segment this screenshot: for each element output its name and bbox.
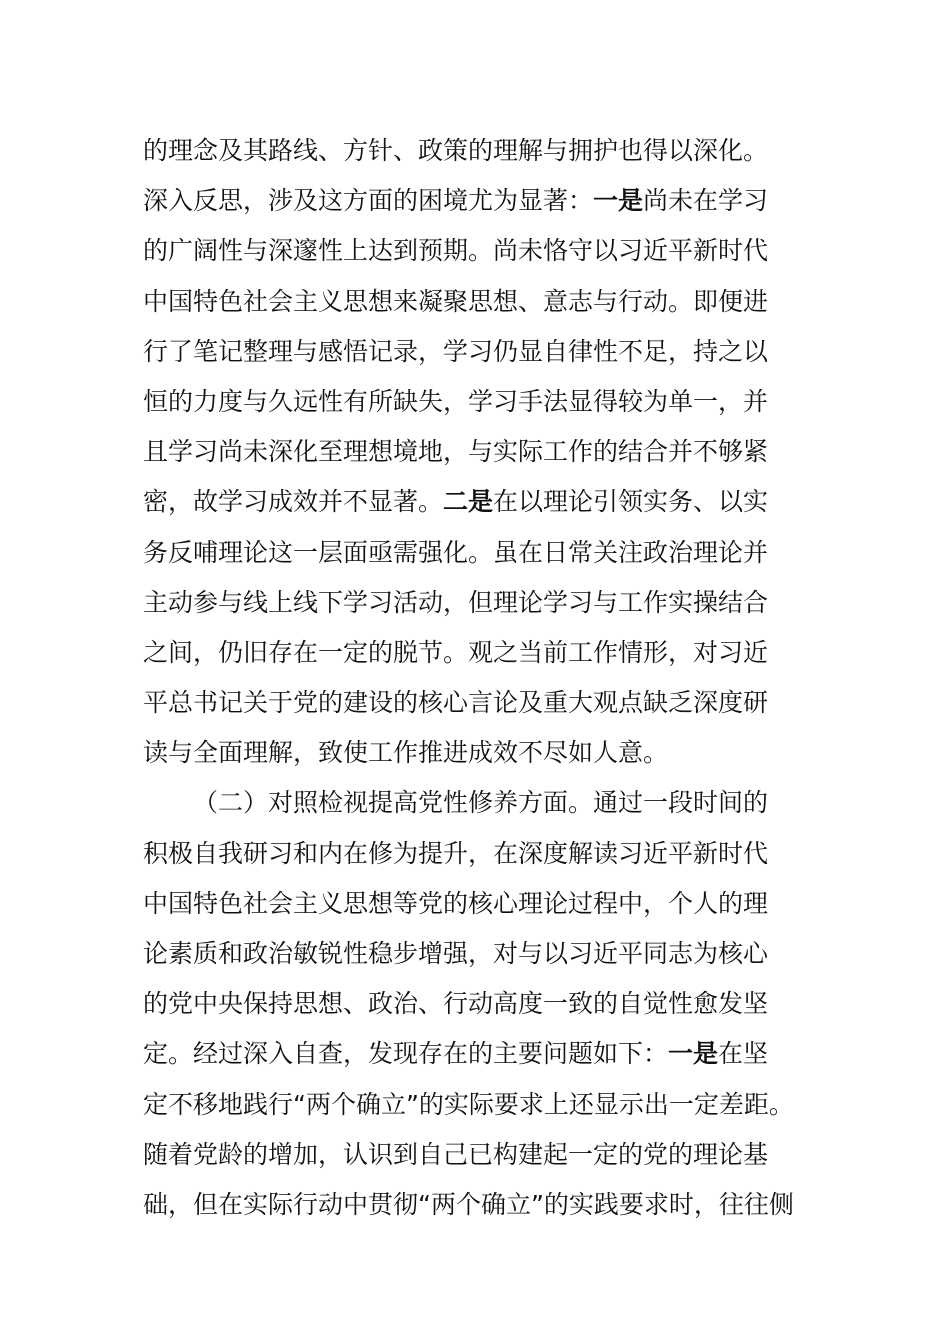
text-line: 论素质和政治敏锐性稳步增强，对与以习近平同志为核心 — [143, 939, 769, 968]
text-line: 务反哺理论这一层面亟需强化。虽在日常关注政治理论并 — [143, 537, 769, 567]
text-line: 平总书记关于党的建设的核心言论及重大观点缺乏深度研 — [143, 688, 769, 718]
text-line: 随着党龄的增加，认识到自己已构建起一定的党的理论基 — [143, 1139, 769, 1169]
text-line: 行了笔记整理与感悟记录，学习仍显自律性不足，持之以 — [143, 336, 769, 366]
text-line: 积极自我研习和内在修为提升，在深度解读习近平新时代 — [143, 838, 769, 868]
text-line: 且学习尚未深化至理想境地，与实际工作的结合并不够紧 — [143, 437, 769, 467]
text-line: 中国特色社会主义思想等党的核心理论过程中，个人的理 — [143, 888, 769, 918]
text-run: 尚未在学习 — [643, 186, 769, 216]
text-line: 定不移地践行“两个确立”的实际要求上还显示出一定差距。 — [143, 1089, 794, 1119]
text-run: 在以理论引领实务、以实 — [493, 487, 769, 517]
text-line: 础，但在实际行动中贯彻“两个确立”的实践要求时，往往侧 — [143, 1189, 794, 1219]
bold-marker: 一是 — [668, 1039, 719, 1069]
text-run: 深入反思，涉及这方面的困境尤为显著： — [143, 186, 594, 216]
text-line: 读与全面理解，致使工作推进成效不尽如人意。 — [143, 738, 669, 768]
text-line — [143, 1029, 813, 1079]
text-run: 在坚 — [718, 1039, 769, 1069]
text-line: 的广阔性与深邃性上达到预期。尚未恪守以习近平新时代 — [143, 236, 769, 266]
document-body — [143, 126, 813, 1230]
text-line: 中国特色社会主义思想来凝聚思想、意志与行动。即便进 — [143, 286, 769, 316]
text-line — [143, 176, 813, 226]
section-heading-line: （二）对照检视提高党性修养方面。通过一段时间的 — [193, 788, 769, 818]
bold-marker: 二是 — [443, 487, 494, 517]
text-line: 恒的力度与久远性有所缺失，学习手法显得较为单一，并 — [143, 386, 769, 416]
text-line: 的党中央保持思想、政治、行动高度一致的自觉性愈发坚 — [143, 989, 769, 1019]
text-run: 密，故学习成效并不显著。 — [143, 487, 444, 517]
text-run: 定。经过深入自查，发现存在的主要问题如下： — [143, 1039, 669, 1069]
text-line: 的理念及其路线、方针、政策的理解与拥护也得以深化。 — [143, 136, 769, 165]
text-line — [143, 477, 813, 527]
bold-marker: 一是 — [593, 186, 644, 216]
text-line: 主动参与线上线下学习活动，但理论学习与工作实操结合 — [143, 587, 769, 617]
text-line: 之间，仍旧存在一定的脱节。观之当前工作情形，对习近 — [143, 637, 769, 667]
